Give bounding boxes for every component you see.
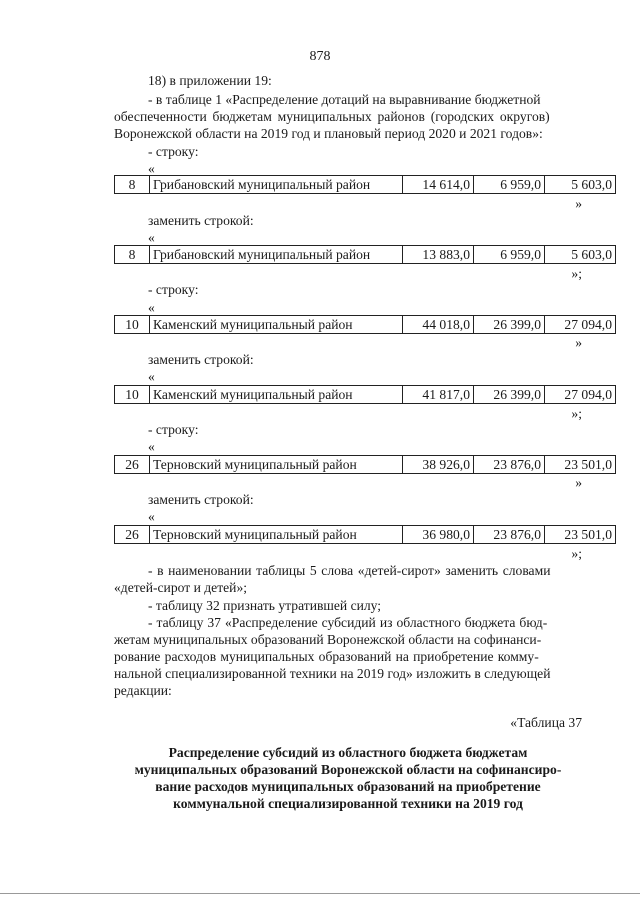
row-value-2020: 6 959,0 [474,246,545,264]
title-line: муниципальных образований Воронежской области на софинансиро- [134,762,562,777]
item-heading: 18) в приложении 19: [148,73,272,88]
paragraph-line: - в таблице 1 «Распределение дотаций на выравнивание бюджетной [148,92,541,107]
title-line: Распределение субсидий из областного бюджета бюджетам [168,745,528,760]
table-row-new [114,245,616,264]
row-value-2021: 5 603,0 [545,176,616,194]
paragraph-line: - таблицу 32 признать утратившей силу; [148,598,382,613]
quote-close: »; [571,266,582,281]
page-bottom-edge [0,893,640,894]
title-line: вание расходов муниципальных образований на приобретение [155,779,541,794]
row-district-name: Терновский муниципальный район [150,526,403,544]
row-value-2019: 41 817,0 [403,386,474,404]
table-row-old [114,175,616,194]
quote-open: « [148,300,155,315]
quote-close: »; [571,406,582,421]
quote-open: « [148,509,155,524]
quote-open: « [148,439,155,454]
row-district-name: Каменский муниципальный район [150,316,403,334]
row-value-2019: 13 883,0 [403,246,474,264]
quote-open: « [148,230,155,245]
replace-label-zamenit: заменить строкой: [148,352,254,367]
table-row-old [114,455,616,474]
paragraph-line: рование расходов муниципальных образований на приобретение комму- [114,649,539,664]
replace-label-stroku: - строку: [148,144,199,159]
paragraph-line: - в наименовании таблицы 5 слова «детей-сирот» заменить словами [148,563,551,578]
replace-label-stroku: - строку: [148,422,199,437]
row-value-2021: 27 094,0 [545,386,616,404]
row-district-name: Грибановский муниципальный район [150,246,403,264]
paragraph-line: обеспеченности бюджетам муниципальных районов (городских округов) [114,109,550,124]
row-district-name: Грибановский муниципальный район [150,176,403,194]
section-title [110,744,586,812]
row-number: 26 [115,526,150,544]
row-value-2019: 36 980,0 [403,526,474,544]
table-row-old [114,315,616,334]
paragraph-line: Воронежской области на 2019 год и плановый период 2020 и 2021 годов»: [114,126,543,141]
row-district-name: Каменский муниципальный район [150,386,403,404]
row-value-2021: 23 501,0 [545,456,616,474]
quote-close: »; [571,546,582,561]
table-row-new [114,525,616,544]
row-value-2020: 26 399,0 [474,316,545,334]
row-number: 8 [115,176,150,194]
row-number: 8 [115,246,150,264]
row-value-2021: 5 603,0 [545,246,616,264]
page-number: 878 [309,49,331,64]
paragraph-line: редакции: [114,683,172,698]
replace-label-stroku: - строку: [148,282,199,297]
row-number: 10 [115,316,150,334]
table-caption: «Таблица 37 [510,715,582,730]
row-value-2019: 14 614,0 [403,176,474,194]
quote-open: « [148,369,155,384]
paragraph-line: жетам муниципальных образований Воронежской области на софинанси- [114,632,542,647]
quote-close: » [575,335,582,350]
row-value-2021: 27 094,0 [545,316,616,334]
paragraph-line: - таблицу 37 «Распределение субсидий из областного бюджета бюд- [148,615,548,630]
replace-label-zamenit: заменить строкой: [148,213,254,228]
row-value-2019: 38 926,0 [403,456,474,474]
paragraph-line: «детей-сирот и детей»; [114,580,248,595]
row-value-2020: 23 876,0 [474,456,545,474]
title-line: коммунальной специализированной техники на 2019 год [173,796,523,811]
row-value-2020: 26 399,0 [474,386,545,404]
row-value-2019: 44 018,0 [403,316,474,334]
quote-close: » [575,475,582,490]
replace-label-zamenit: заменить строкой: [148,492,254,507]
quote-open: « [148,161,155,176]
row-number: 10 [115,386,150,404]
row-number: 26 [115,456,150,474]
paragraph-line: нальной специализированной техники на 2019 год» изложить в следующей [114,666,551,681]
row-value-2021: 23 501,0 [545,526,616,544]
quote-close: » [575,196,582,211]
row-district-name: Терновский муниципальный район [150,456,403,474]
table-row-new [114,385,616,404]
row-value-2020: 23 876,0 [474,526,545,544]
row-value-2020: 6 959,0 [474,176,545,194]
